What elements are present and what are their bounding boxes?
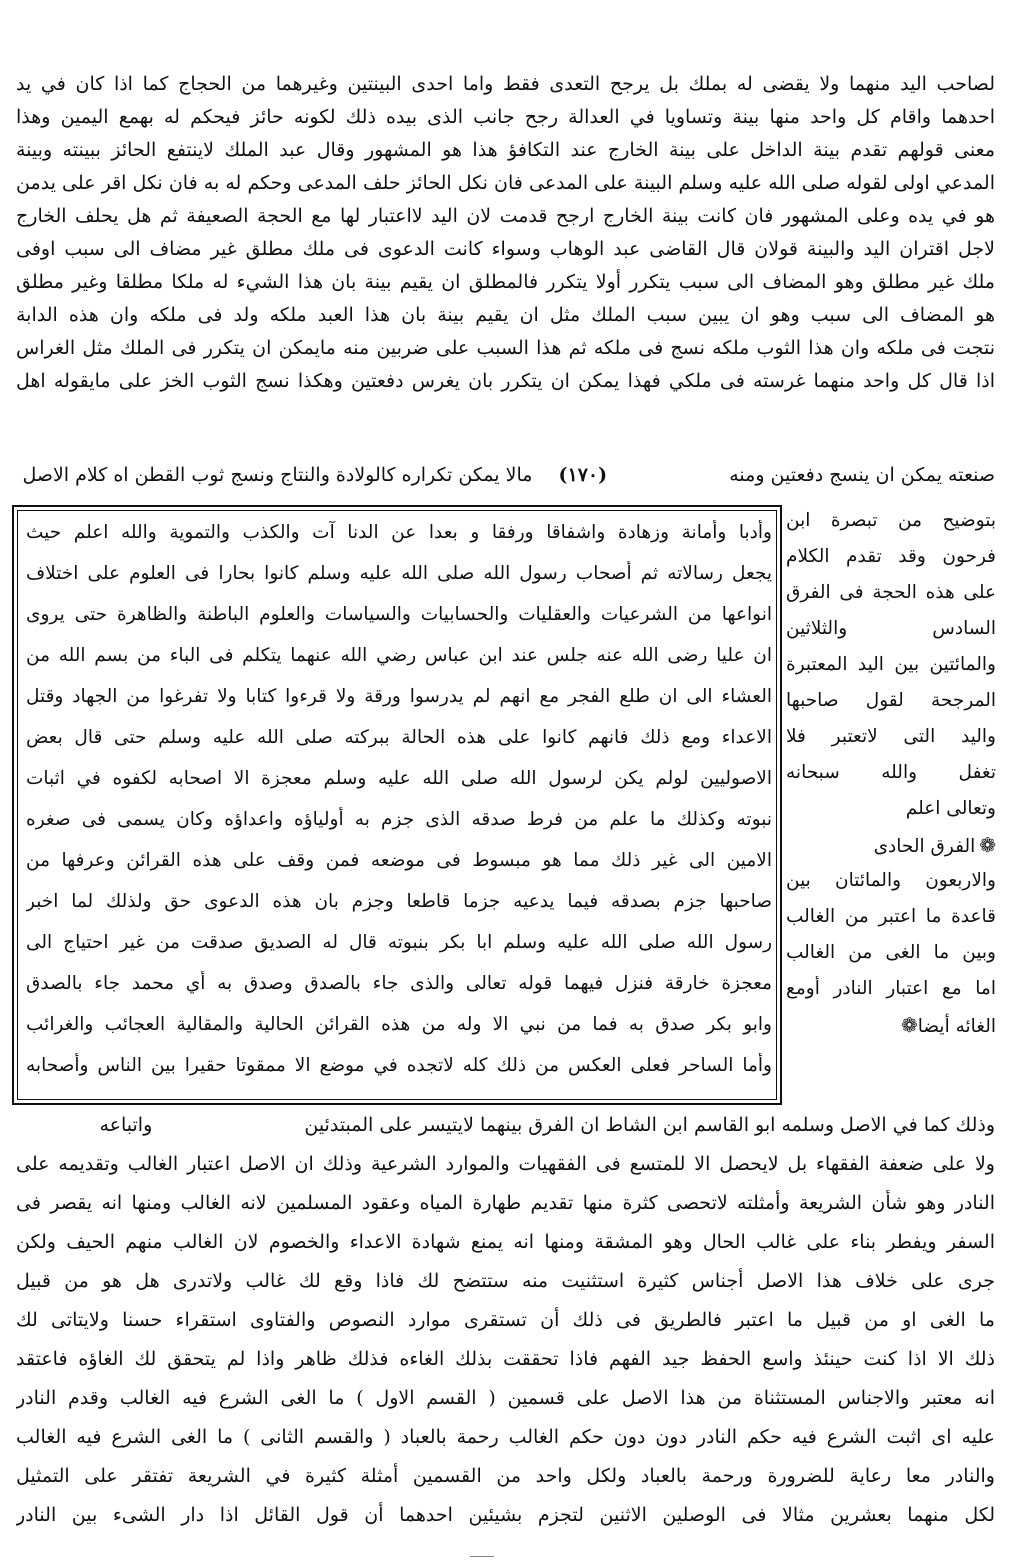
- text-line: المدعي اولى لقوله صلى الله عليه وسلم البينة على المدعى فان نكل الحائز حلف المدعى وحكم له به فان نكل اقر على يدمن: [16, 172, 995, 194]
- box-text-line: الاعداء ومع ذلك فانهم كانوا على هذه الحالة ببركته صلى الله عليه وسلم حتى قال بعض: [26, 727, 772, 748]
- text-line: لكل منهما بعشرين مثالا فى الوصلين الاثنين لتجزم بشيئين احدهما أن قول القائل اذا دار الشىء بين النادر: [16, 1504, 995, 1526]
- side-text-line: وتعالى اعلم: [905, 798, 996, 819]
- side-text-line: بتوضيح من تبصرة ابن: [786, 510, 996, 531]
- text-line: ملك غير مطلق وهو المضاف الى سبب يتكرر أولا يتكرر فالمطلق ان يقيم بينة بان هذا الشيء له ملكا مطلقا وغير مطلق: [16, 271, 995, 293]
- box-text-line: انواعها من الشرعيات والعقليات والحسابيات والسياسات والعلوم الباطنة والظاهرة حتى يروى: [26, 604, 772, 625]
- ornament-icon: ❁: [900, 1013, 918, 1037]
- text-line: ولا على ضعفة الفقهاء بل لايحصل الا للمتسع فى الفقهيات والموارد الشرعية وذلك ان الاصل اعتبار الغالب وتقديمه على: [16, 1153, 995, 1175]
- box-text-line: صاحبها جزم بصدقه فيما يدعيه جزما قاطعا وجزم بان هذه الدعوى حق ولذلك لما اخبر: [26, 891, 772, 912]
- text-fragment: وذلك كما في الاصل وسلمه ابو القاسم ابن الشاط ان الفرق بينهما لايتيسر على المبتدئين: [304, 1114, 995, 1136]
- text-line: السفر ويفطر بناء على غالب الحال وهو المشقة ومنها انه يمنع شهادة الاعداء والخصوم لان الغالب منهم الحيف ولكن: [16, 1231, 995, 1253]
- text-line: عليه اى اثبت الشرع فيه حكم النادر دون دون حكم الغالب رحمة بالعباد ( والقسم الثانى ) ما الغى الشرع فيه الغالب: [16, 1426, 995, 1448]
- page-divider: [470, 1556, 494, 1557]
- text-line: لصاحب اليد منهما ولا يقضى له بملك بل يرجح التعدى فقط واما احدى البينتين وغيرهما من الحجاج كما اذا كان في يد: [16, 73, 995, 95]
- box-text-line: يجعل رسالاته ثم أصحاب رسول الله صلى الله عليه وسلم كانوا بحارا فى العلوم على اختلاف: [26, 563, 772, 584]
- text-line: معنى قولهم تقدم بينة الداخل على بينة الخارج عند التكافؤ هذا هو المشهور وقال عبد الملك لاينتفع الحائز ببينته وبينة: [16, 139, 995, 161]
- box-text-line: وأما الساحر فعلى العكس من ذلك كله لاتجده في موضع الا ممقوتا حقيرا بين الناس وأصحابه: [26, 1055, 772, 1076]
- side-text-line: واليد التى لاتعتبر فلا: [786, 726, 996, 747]
- box-text-line: وابو بكر صدق به فما من نبي الا وله من هذه القرائن الحالية والمقالية العجائب والغرائب: [26, 1014, 772, 1035]
- text-line: لاجل اقتران اليد والبينة قولان قال القاضى عبد الوهاب وسواء كانت الدعوى فى ملك مطلق غير مضاف الى سبب اوفى: [16, 238, 995, 260]
- text-line: ما الغى او من قبيل ما اعتبر فالطريق فى ذلك أن تستقرى موارد النصوص والفتاوى استقراء حسنا ولايتاتى لك: [16, 1309, 995, 1331]
- text-line: احدهما واقام كل واحد منها بينة وتساويا في العدالة رجح جانب الذى بيده ذلك لكونه حائز فيحكم له بهمع اليمين وهذا: [16, 106, 995, 128]
- box-text-line: الاصوليين لولم يكن لرسول الله صلى الله عليه وسلم معجزة الا اصحابه لكفوه في اثبات: [26, 768, 772, 789]
- side-text-line: قاعدة ما اعتبر من الغالب: [786, 906, 996, 927]
- text-line: النادر وهو شأن الشريعة وأمثلته لاتحصى كثرة منها تقديم طهارة المياه وعقود المسلمين لانه الغالب ومنها انه يقصر فى: [16, 1192, 995, 1214]
- text-line-with-page-number: [16, 462, 995, 488]
- ornament-icon: ❁: [979, 833, 996, 857]
- side-heading-line: [786, 832, 996, 860]
- text-fragment: مالا يمكن تكراره كالولادة والنتاج ونسج ثوب القطن اه كلام الاصل: [22, 464, 533, 486]
- box-text-line: ان عليا رضى الله عنه جلس عند ابن عباس رضي الله عنهما يتكلم فى الباء من بسم الله من: [26, 645, 772, 666]
- box-text-line: رسول الله صلى الله عليه وسلم ابا بكر بنبوته قال له الصديق صدقت من غير احتياج الى: [26, 932, 772, 953]
- text-line: هو في يده وعلى المشهور فان كانت بينة الخارج ارجح قدمت لان اليد لااعتبار لها مع الحجة الصعيفة ثم هل يحلف الخارج: [16, 205, 995, 227]
- page-number: (١٧٠): [558, 464, 608, 486]
- text-line: اذا قال كل واحد منهما غرسته فى ملكي فهذا يمكن ان يتكرر بان يغرس دفعتين وهكذا نسج الثوب الخز على مايقوله اهل: [16, 370, 995, 392]
- heading-text: الفرق الحادى: [873, 836, 976, 857]
- side-text-line: تغفل والله سبحانه: [786, 762, 996, 783]
- text-fragment: صنعته يمكن ان ينسج دفعتين ومنه: [729, 464, 995, 486]
- box-text-line: نبوته وكذلك ما علم من فرط صدقه الذى جزم به أولياؤه واعداؤه وكان يسمى فى صغره: [26, 809, 772, 830]
- box-text-line: معجزة خارقة فنزل فيهما قوله تعالى والذى جاء بالصدق وصدق به أي محمد جاء بالصدق: [26, 973, 772, 994]
- side-text-line: وبين ما الغى من الغالب: [786, 942, 996, 963]
- side-text-line: [786, 1012, 996, 1040]
- side-text-line: السادس والثلاثين: [786, 618, 996, 639]
- text-line: ذلك الا اذا كنت حينئذ واسع الحفظ جيد الفهم فاذا تحققت بذلك الغاءه فذلك ظاهر واذا لم يتحقق لك الغاؤه فاعتقد: [16, 1348, 995, 1370]
- text-fragment: الغائه أيضا: [917, 1016, 996, 1037]
- box-text-line: العشاء الى ان طلع الفجر مع انهم لم يدرسوا ورقة ولا قرءوا كتابا ولا تفرغوا من الجهاد وقتل: [26, 686, 772, 707]
- side-text-line: والمائتين بين اليد المعتبرة: [786, 654, 996, 675]
- box-text-line: وأدبا وأمانة وزهادة واشفاقا ورفقا و بعدا عن الدنا آت والكذب والتموية والله اعلم حيث: [26, 522, 772, 543]
- text-line: نتجت فى ملكه وان هذا الثوب ملكه نسج فى ملكه ثم هذا السبب على ضربين منه مايمكن ان يتكرر فى الملك مثل الغراس: [16, 337, 995, 359]
- text-line: [16, 1112, 995, 1138]
- box-text-line: الامين الى غير ذلك مما هو مبسوط فى موضعه فمن وقف على هذه القرائن وعرفها من: [26, 850, 772, 871]
- text-line: جرى على خلاف هذا الاصل أجناس كثيرة استثنيت منه ستتضح لك فاذا وقع لك غالب ولاتدرى هل هو من قبيل: [16, 1270, 995, 1292]
- side-text-line: على هذه الحجة فى الفرق: [786, 582, 996, 603]
- side-text-line: اما مع اعتبار النادر أومع: [786, 978, 996, 999]
- text-line: انه معتبر والاجناس المستثناة من هذا الاصل على قسمين ( القسم الاول ) ما الغى الشرع فيه الغالب وقدم النادر: [16, 1387, 995, 1409]
- text-line: هو المضاف الى سبب وهو ان يبين سبب الملك مثل ان يقيم بينة بان هذا العبد ملكه ولد فى ملكه وان هذه الدابة: [16, 304, 995, 326]
- text-fragment: واتباعه: [99, 1114, 153, 1136]
- text-line: والنادر معا رعاية للضرورة ورحمة بالعباد ولكل واحد من القسمين أمثلة كثيرة في الشريعة تفتقر على التمثيل: [16, 1465, 995, 1487]
- side-text-line: والاربعون والمائتان بين: [786, 870, 996, 891]
- side-text-line: المرجحة لقول صاحبها: [786, 690, 996, 711]
- side-text-line: فرحون وقد تقدم الكلام: [786, 546, 996, 567]
